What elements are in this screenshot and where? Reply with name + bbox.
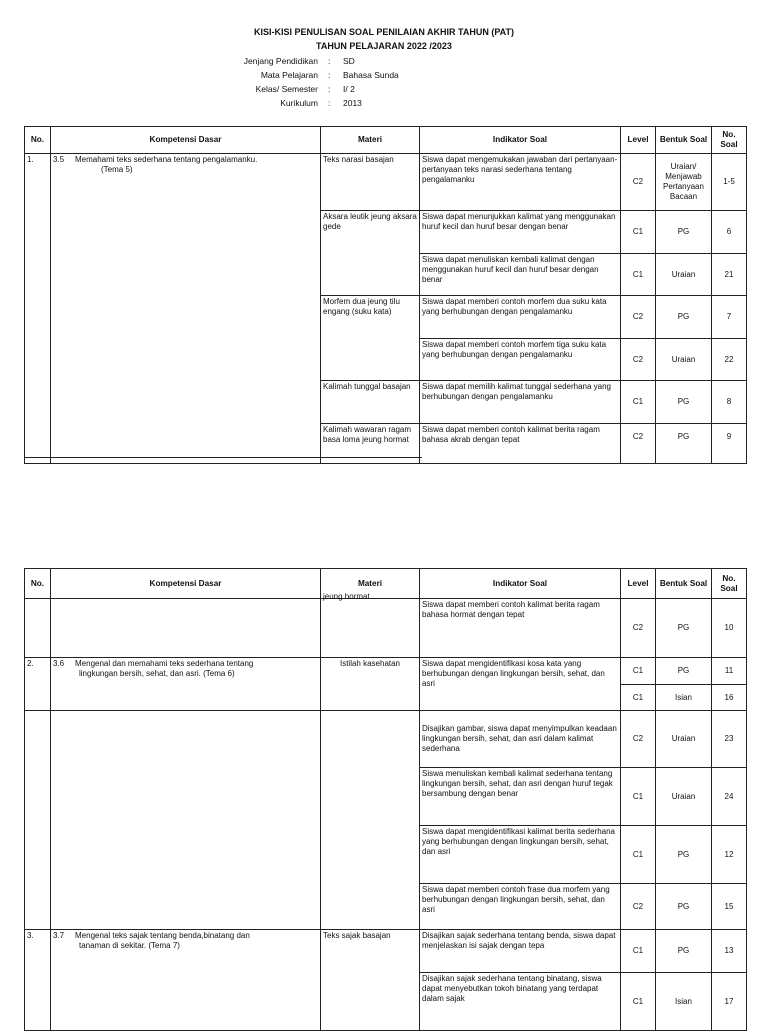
nosoal-cell: 10 bbox=[712, 599, 747, 658]
indikator-cell: Siswa dapat mengemukakan jawaban dari pertanyaan-pertanyaan teks narasi sederhana tentang pengalamanku bbox=[420, 154, 621, 211]
level-cell: C1 bbox=[621, 211, 656, 254]
level-cell: C1 bbox=[621, 254, 656, 296]
indikator-cell: Siswa dapat memberi contoh frase dua morfem yang berhubungan dengan lingkungan bersih, sehat, dan asri bbox=[420, 884, 621, 930]
indikator-cell: Siswa menuliskan kembali kalimat sederhana tentang lingkungan bersih, sehat, dan asri dengan huruf tegak bersambung dengan benar bbox=[420, 768, 621, 826]
bentuk-cell: PG bbox=[656, 930, 712, 973]
col-header: No. Soal bbox=[712, 569, 747, 599]
col-header: Kompetensi Dasar bbox=[51, 127, 321, 154]
level-cell: C2 bbox=[621, 339, 656, 381]
level-cell: C2 bbox=[621, 424, 656, 464]
indikator-cell: Siswa dapat memilih kalimat tunggal sederhana yang berhubungan dengan pengalamanku bbox=[420, 381, 621, 424]
indikator-cell: Siswa dapat memberi contoh kalimat berita ragam bahasa akrab dengan tepat bbox=[420, 424, 621, 464]
bentuk-cell: PG bbox=[656, 658, 712, 685]
materi-cell bbox=[321, 711, 420, 930]
kisi-table-page-1 bbox=[24, 126, 747, 464]
indikator-cell: Siswa dapat mengidentifikasi kosa kata yang berhubungan dengan lingkungan bersih, sehat, dan asri bbox=[420, 658, 621, 711]
row-number: 3. bbox=[25, 930, 51, 1031]
indikator-cell: Disajikan sajak sederhana tentang benda, siswa dapat menjelaskan isi sajak dengan tepa bbox=[420, 930, 621, 973]
indikator-cell: Siswa dapat memberi contoh morfem tiga suku kata yang berhubungan dengan pengalamanku bbox=[420, 339, 621, 381]
table-page-2-clip bbox=[0, 568, 768, 1024]
indikator-cell: Siswa dapat mengidentifikasi kalimat berita sederhana yang berhubungan dengan lingkungan bersih, sehat, dan asri bbox=[420, 826, 621, 884]
bentuk-cell: PG bbox=[656, 424, 712, 464]
col-header: Level bbox=[621, 127, 656, 154]
table-header-row bbox=[25, 127, 747, 154]
materi-cell: Kalimah wawaran ragam basa loma jeung hormat bbox=[321, 424, 420, 464]
level-cell: C2 bbox=[621, 599, 656, 658]
page-cut-line bbox=[24, 457, 422, 458]
col-header: No. bbox=[25, 569, 51, 599]
kd-number: 3.7 bbox=[53, 931, 65, 940]
meta-sep: : bbox=[328, 70, 331, 80]
materi-cell: Teks sajak basajan bbox=[321, 930, 420, 1031]
nosoal-cell: 8 bbox=[712, 381, 747, 424]
nosoal-cell: 22 bbox=[712, 339, 747, 381]
nosoal-cell: 15 bbox=[712, 884, 747, 930]
table-row bbox=[25, 658, 747, 685]
kisi-table-page-2 bbox=[24, 568, 747, 1031]
kompetensi-dasar bbox=[51, 930, 321, 1031]
level-cell: C2 bbox=[621, 296, 656, 339]
indikator-cell: Disajikan gambar, siswa dapat menyimpulkan keadaan lingkungan bersih, sehat, dan asri dalam kalimat sederhana bbox=[420, 711, 621, 768]
nosoal-cell: 1-5 bbox=[712, 154, 747, 211]
level-cell: C2 bbox=[621, 154, 656, 211]
materi-cell: Istilah kasehatan bbox=[321, 658, 420, 711]
row-number: 2. bbox=[25, 658, 51, 711]
bentuk-cell: Uraian bbox=[656, 768, 712, 826]
nosoal-cell: 21 bbox=[712, 254, 747, 296]
col-header: Indikator Soal bbox=[420, 127, 621, 154]
table-page-1-clip bbox=[0, 126, 768, 444]
level-cell: C1 bbox=[621, 826, 656, 884]
nosoal-cell: 17 bbox=[712, 973, 747, 1031]
materi-cell: Kalimah tunggal basajan bbox=[321, 381, 420, 424]
table-row bbox=[25, 154, 747, 211]
level-cell: C1 bbox=[621, 768, 656, 826]
kompetensi-dasar bbox=[51, 658, 321, 711]
level-cell: C1 bbox=[621, 685, 656, 711]
meta-value: Bahasa Sunda bbox=[343, 70, 399, 80]
kd-text: Memahami teks sederhana tentang pengalamanku. bbox=[75, 155, 258, 164]
indikator-cell: Siswa dapat memberi contoh kalimat berita ragam bahasa hormat dengan tepat bbox=[420, 599, 621, 658]
table-row bbox=[25, 711, 747, 768]
bentuk-cell: Uraian bbox=[656, 339, 712, 381]
col-header: Indikator Soal bbox=[420, 569, 621, 599]
kd-tema: (Tema 5) bbox=[101, 165, 133, 174]
document-title: KISI-KISI PENULISAN SOAL PENILAIAN AKHIR TAHUN (PAT) bbox=[253, 27, 514, 37]
row-number bbox=[25, 599, 51, 658]
col-header: Kompetensi Dasar bbox=[51, 569, 321, 599]
nosoal-cell: 7 bbox=[712, 296, 747, 339]
level-cell: C1 bbox=[621, 930, 656, 973]
meta-sep: : bbox=[328, 56, 331, 66]
level-cell: C1 bbox=[621, 973, 656, 1031]
table-row bbox=[25, 930, 747, 973]
bentuk-cell: Isian bbox=[656, 973, 712, 1031]
meta-label: Kelas/ Semester bbox=[255, 84, 318, 94]
indikator-cell: Disajikan sajak sederhana tentang binatang, siswa dapat menyebutkan tokoh binatang yang terdapat dalam sajak bbox=[420, 973, 621, 1031]
row-number bbox=[25, 711, 51, 930]
col-header: Bentuk Soal bbox=[656, 569, 712, 599]
bentuk-cell: PG bbox=[656, 211, 712, 254]
kd-text-2: tanaman di sekitar. (Tema 7) bbox=[79, 941, 180, 950]
materi-cell: Morfem dua jeung tilu engang (suku kata) bbox=[321, 296, 420, 381]
kd-text: Mengenal dan memahami teks sederhana tentang bbox=[75, 659, 254, 668]
bentuk-cell: PG bbox=[656, 381, 712, 424]
level-cell: C2 bbox=[621, 884, 656, 930]
meta-sep: : bbox=[328, 98, 331, 108]
bentuk-cell: Isian bbox=[656, 685, 712, 711]
nosoal-cell: 6 bbox=[712, 211, 747, 254]
bentuk-cell: Uraian bbox=[656, 711, 712, 768]
meta-label: Mata Pelajaran bbox=[260, 70, 318, 80]
col-header: No. Soal bbox=[712, 127, 747, 154]
meta-value: I/ 2 bbox=[343, 84, 355, 94]
bentuk-cell: PG bbox=[656, 296, 712, 339]
table-row bbox=[25, 599, 747, 658]
meta-sep: : bbox=[328, 84, 331, 94]
level-cell: C1 bbox=[621, 381, 656, 424]
bentuk-cell: PG bbox=[656, 884, 712, 930]
nosoal-cell: 16 bbox=[712, 685, 747, 711]
level-cell: C1 bbox=[621, 658, 656, 685]
kd-text-2: lingkungan bersih, sehat, dan asri. (Tema 6) bbox=[79, 669, 235, 678]
meta-label: Kurikulum bbox=[280, 98, 318, 108]
bentuk-cell: PG bbox=[656, 599, 712, 658]
meta-value: SD bbox=[343, 56, 355, 66]
nosoal-cell: 11 bbox=[712, 658, 747, 685]
materi-cell: Teks narasi basajan bbox=[321, 154, 420, 211]
bentuk-cell: Uraian/ Menjawab Pertanyaan Bacaan bbox=[656, 154, 712, 211]
level-cell: C2 bbox=[621, 711, 656, 768]
document-subtitle: TAHUN PELAJARAN 2022 /2023 bbox=[316, 41, 452, 51]
col-header: Materi bbox=[321, 569, 420, 599]
nosoal-cell: 9 bbox=[712, 424, 747, 464]
kd-number: 3.5 bbox=[53, 155, 65, 164]
col-header: Materi bbox=[321, 127, 420, 154]
kompetensi-dasar bbox=[51, 599, 321, 658]
indikator-cell: Siswa dapat menuliskan kembali kalimat dengan menggunakan huruf kecil dan huruf besar dengan benar bbox=[420, 254, 621, 296]
kompetensi-dasar bbox=[51, 711, 321, 930]
kompetensi-dasar bbox=[51, 154, 321, 464]
row-number: 1. bbox=[25, 154, 51, 464]
materi-cell: jeung hormat bbox=[321, 599, 420, 658]
nosoal-cell: 12 bbox=[712, 826, 747, 884]
col-header: No. bbox=[25, 127, 51, 154]
meta-label: Jenjang Pendidikan bbox=[243, 56, 318, 66]
kd-number: 3.6 bbox=[53, 659, 65, 668]
indikator-cell: Siswa dapat menunjukkan kalimat yang menggunakan huruf kecil dan huruf besar dengan benar bbox=[420, 211, 621, 254]
bentuk-cell: Uraian bbox=[656, 254, 712, 296]
materi-cell: Aksara leutik jeung aksara gede bbox=[321, 211, 420, 296]
nosoal-cell: 24 bbox=[712, 768, 747, 826]
kd-text: Mengenal teks sajak tentang benda,binatang dan bbox=[75, 931, 250, 940]
bentuk-cell: PG bbox=[656, 826, 712, 884]
nosoal-cell: 23 bbox=[712, 711, 747, 768]
meta-value: 2013 bbox=[343, 98, 362, 108]
nosoal-cell: 13 bbox=[712, 930, 747, 973]
indikator-cell: Siswa dapat memberi contoh morfem dua suku kata yang berhubungan dengan pengalamanku bbox=[420, 296, 621, 339]
col-header: Level bbox=[621, 569, 656, 599]
col-header: Bentuk Soal bbox=[656, 127, 712, 154]
